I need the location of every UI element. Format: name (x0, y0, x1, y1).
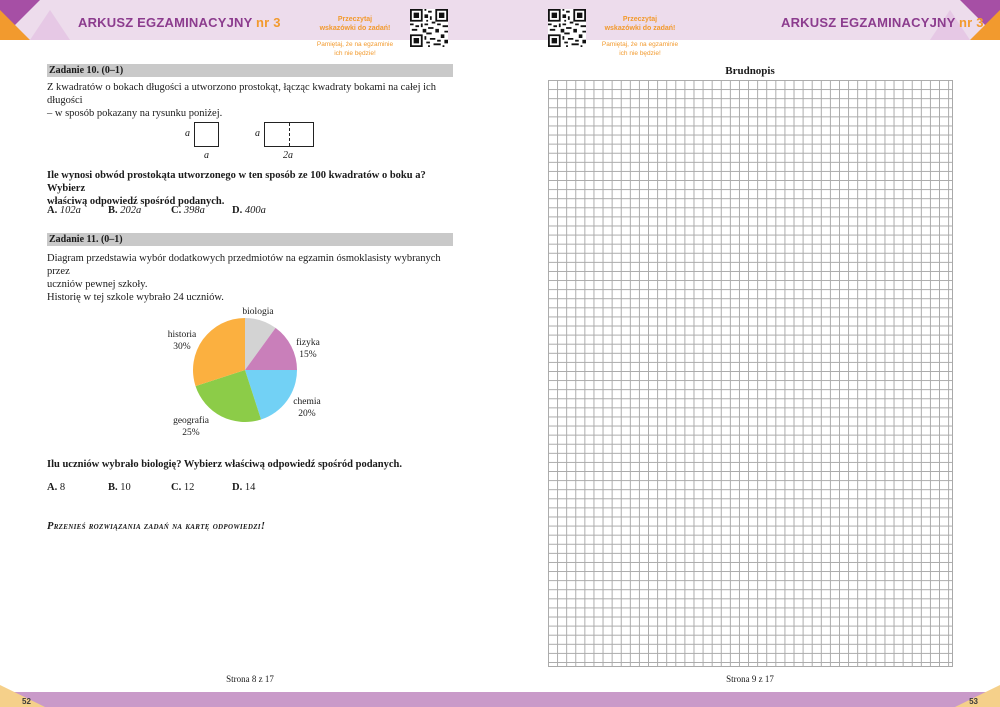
qr-note (590, 40, 690, 58)
task10-answer-c[interactable] (171, 205, 205, 216)
answer-letter: A. (47, 482, 58, 493)
qr-note-line1: Pamiętaj, że na egzaminie (601, 41, 679, 48)
pie-chart (140, 300, 360, 450)
answer-value: 14 (244, 482, 256, 493)
qr-hint (310, 15, 400, 33)
task11-answer-d[interactable] (232, 482, 255, 493)
qr-note-line2: ich nie będzie! (334, 50, 376, 57)
task10-question-line2: właściwą odpowiedź spośród podanych. (47, 196, 225, 207)
task11-intro-line2: uczniów pewnej szkoły. (47, 279, 148, 290)
answer-letter: D. (232, 482, 243, 493)
answer-letter: C. (171, 482, 182, 493)
exam-number: nr 3 (959, 15, 984, 30)
draft-grid[interactable] (548, 80, 953, 667)
corner-triangle-light (30, 10, 70, 40)
answer-value: 398a (183, 205, 205, 216)
page-number: 53 (969, 697, 978, 706)
right-page (500, 0, 1000, 707)
qr-note-line2: ich nie będzie! (619, 50, 661, 57)
qr-hint-line2: wskazówki do zadań! (604, 25, 676, 32)
task10-header: Zadanie 10. (0–1) (47, 64, 453, 77)
answer-letter: A. (47, 205, 58, 216)
task11-intro-line1: Diagram przedstawia wybór dodatkowych przedmiotów na egzamin ósmoklasisty wybranych przez (47, 253, 441, 277)
pie-label-name: historia (167, 330, 197, 340)
answer-value: 400a (244, 205, 266, 216)
exam-title-text: ARKUSZ EGZAMINACYJNY (781, 15, 956, 30)
answer-letter: B. (108, 205, 118, 216)
task10-intro-line2: – w sposób pokazany na rysunku poniżej. (47, 108, 223, 119)
footer-bar (500, 692, 1000, 707)
label-bottom-2a: 2a (283, 150, 293, 161)
corner-triangle-orange (0, 10, 30, 40)
page-footer-text: Strona 8 z 17 (226, 674, 274, 684)
task11-question: Ilu uczniów wybrało biologię? Wybierz właściwą odpowiedź spośród podanych. (47, 459, 402, 470)
label-side-a: a (185, 128, 190, 139)
qr-hint-line2: wskazówki do zadań! (319, 25, 391, 32)
task11-intro (47, 252, 457, 304)
footer-bar (0, 692, 500, 707)
qr-code-icon[interactable] (410, 9, 448, 47)
task11-header: Zadanie 11. (0–1) (47, 233, 453, 246)
task10-answer-d[interactable] (232, 205, 266, 216)
answer-letter: C. (171, 205, 182, 216)
qr-hint (595, 15, 685, 33)
qr-note-line1: Pamiętaj, że na egzaminie (316, 41, 394, 48)
qr-note (305, 40, 405, 58)
task11-answer-b[interactable] (108, 482, 131, 493)
task11-answer-c[interactable] (171, 482, 194, 493)
answer-letter: B. (108, 482, 118, 493)
pie-label-name: geografia (173, 416, 209, 426)
pie-label-historia (157, 329, 207, 353)
pie-label-geografia (166, 415, 216, 439)
pie-label-biologia (233, 306, 283, 318)
pie-label-name: chemia (293, 397, 321, 407)
pie-label-value: 30% (173, 342, 191, 352)
exam-title (781, 15, 984, 30)
answer-value: 102a (59, 205, 81, 216)
pie-label-chemia (282, 396, 332, 420)
squares-figure (180, 120, 330, 165)
answer-letter: D. (232, 205, 243, 216)
label-side-a2: a (255, 128, 260, 139)
answer-value: 202a (120, 205, 142, 216)
pie-label-value: 20% (298, 409, 316, 419)
answer-value: 8 (59, 482, 66, 493)
qr-code-graphic (410, 9, 448, 47)
qr-code-icon[interactable] (548, 9, 586, 47)
task10-intro (47, 81, 457, 120)
exam-title (78, 15, 281, 30)
square-single (194, 122, 219, 147)
task10-question (47, 169, 457, 208)
task10-answer-b[interactable] (108, 205, 141, 216)
task11-intro-line3: Historię w tej szkole wybrało 24 uczniów. (47, 292, 224, 303)
answer-value: 12 (183, 482, 195, 493)
task10-question-line1: Ile wynosi obwód prostokąta utworzonego w ten sposób ze 100 kwadratów o boku a? Wybierz (47, 170, 426, 194)
answer-value: 10 (120, 482, 131, 493)
qr-hint-line1: Przeczytaj (337, 16, 373, 23)
draft-title: Brudnopis (725, 65, 775, 77)
task10-intro-line1: Z kwadratów o bokach długości a utworzono prostokąt, łącząc kwadraty bokami na całej ich długości (47, 82, 436, 106)
transfer-note: Przenieś rozwiązania zadań na kartę odpowiedzi! (47, 521, 266, 532)
pie-label-value: 25% (182, 428, 200, 438)
pie-label-value: 15% (299, 350, 317, 360)
page-number: 52 (22, 697, 31, 706)
exam-number: nr 3 (256, 15, 281, 30)
pie-label-name: fizyka (296, 338, 320, 348)
rectangle-divider (289, 123, 290, 146)
pie-label-fizyka (283, 337, 333, 361)
exam-title-text: ARKUSZ EGZAMINACYJNY (78, 15, 253, 30)
qr-hint-line1: Przeczytaj (622, 16, 658, 23)
label-bottom-a: a (204, 150, 209, 161)
task10-answer-a[interactable] (47, 205, 81, 216)
task11-answer-a[interactable] (47, 482, 65, 493)
pie-label-name: biologia (242, 307, 274, 317)
page-footer-text: Strona 9 z 17 (726, 674, 774, 684)
qr-code-graphic (548, 9, 586, 47)
